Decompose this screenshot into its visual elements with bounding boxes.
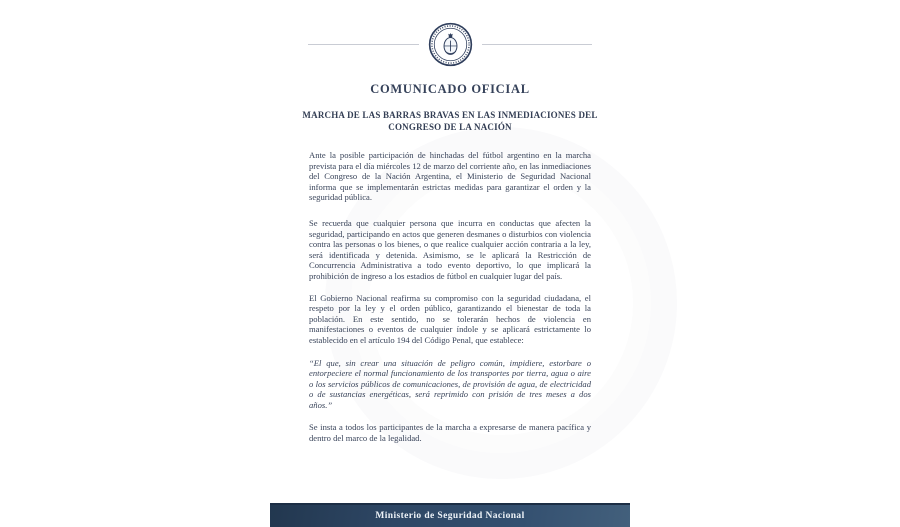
legal-quote-paragraph: “El que, sin crear una situación de peligro común, impidiere, estorbare o entorpeciere el normal funcionamiento de los transportes por tierra, agua o aire o los servicios públicos de comunicaciones, de provisión de agua, de electricidad o de sustancias energéticas, será reprimido con prisión de tres meses a dos años.” bbox=[309, 357, 591, 410]
divider-left bbox=[308, 44, 419, 45]
page-subtitle-line-2: CONGRESO DE LA NACIÓN bbox=[388, 121, 512, 132]
document-body bbox=[309, 150, 591, 444]
communique-page bbox=[270, 22, 630, 527]
body-paragraph-3: El Gobierno Nacional reafirma su compromiso con la seguridad ciudadana, el respeto por la ley y el orden público, garantizando el bienestar de toda la población. En este sentido, no se tolerarán hechos de violencia en manifestaciones o eventos de cualquier índole y se aplicará estrictamente lo establecido en el artículo 194 del Código Penal, que establece: bbox=[309, 292, 591, 345]
page-title: COMUNICADO OFICIAL bbox=[370, 82, 530, 96]
footer-ministry-label: Ministerio de Seguridad Nacional bbox=[375, 511, 525, 521]
header-seal-row bbox=[308, 22, 592, 67]
page-subtitle-line-1: MARCHA DE LAS BARRAS BRAVAS EN LAS INMEDIACIONES DEL bbox=[302, 110, 598, 120]
screenshot-canvas bbox=[0, 22, 900, 527]
divider-right bbox=[482, 44, 593, 45]
argentina-coat-of-arms-seal-icon bbox=[428, 22, 473, 67]
body-paragraph-2: Se recuerda que cualquier persona que incurra en conductas que afecten la seguridad, participando en actos que generen desmanes o disturbios con violencia contra las personas o los bienes, o que realice cualquier acción contraria a la ley, será identificada y detenida. Asimismo, se le aplicará la Restricción de Concurrencia Administrativa a todo evento deportivo, lo que implicará la prohibición de ingreso a los estadios de fútbol en cualquier lugar del país. bbox=[309, 217, 591, 281]
footer-bar bbox=[270, 503, 630, 527]
body-paragraph-1: Ante la posible participación de hinchadas del fútbol argentino en la marcha prevista para el día miércoles 12 de marzo del corriente año, en las inmediaciones del Congreso de la Nación Argentina, el Ministerio de Seguridad Nacional informa que se implementarán estrictas medidas para garantizar el orden y la seguridad pública. bbox=[309, 150, 591, 203]
page-subtitle bbox=[300, 110, 600, 133]
closing-paragraph: Se insta a todos los participantes de la marcha a expresarse de manera pacífica y dentro del marco de la legalidad. bbox=[309, 422, 591, 444]
